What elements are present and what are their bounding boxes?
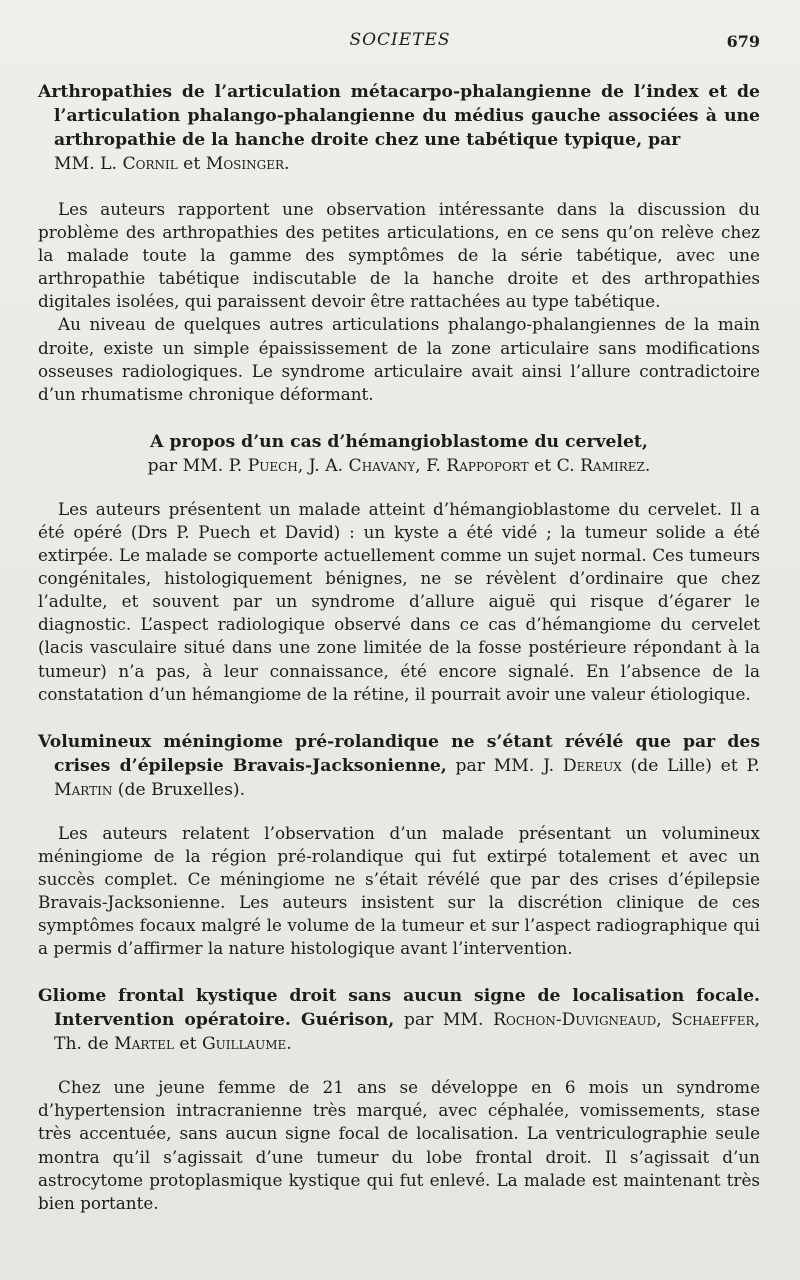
author-name: Ramirez	[580, 455, 645, 476]
page-content	[38, 80, 760, 1215]
article-1-authors: MM. L. Cornil et Mosinger.	[54, 154, 290, 174]
author-name: Rochon-Duvigneaud	[493, 1010, 657, 1031]
article-1	[38, 80, 760, 406]
running-head	[0, 30, 800, 54]
article-2	[38, 430, 760, 706]
author-name: Mosinger	[205, 154, 284, 174]
article-1-paragraph-1: Les auteurs rapportent une observation intéressante dans la discussion du problème des arthropathies des petites articulations, en ce sens qu’on relève chez la malade toute la gamme des symptômes de la série tabétique, avec une arthropathie tabétique indiscutable de la hanche droite et des arthropathies digitales isolées, qui paraissent devoir être rattachées au type tabétique.	[38, 199, 760, 312]
article-4	[38, 984, 760, 1215]
article-4-title: Gliome frontal kystique droit sans aucun signe de localisation focale. Intervention opératoire. Guérison, par MM. Rochon-Duvigneaud, Schaeffer, Th. de Martel et Guillaume.	[38, 986, 760, 1055]
article-4-paragraph-1: Chez une jeune femme de 21 ans se développe en 6 mois un syndrome d’hypertension intracranienne très marqué, avec céphalée, vomissements, stase très accentuée, sans aucun signe focal de localisation. La ventriculographie seule montra qu’il s’agissait d’une tumeur du lobe frontal droit. Il s’agissait d’un astrocytome protoplasmique kystique qui fut enlevé. La malade est maintenant très bien portante.	[38, 1077, 760, 1213]
article-4-authors: par MM. Rochon-Duvigneaud, Schaeffer, Th. de Martel et Guillaume.	[54, 1010, 760, 1055]
running-title: SOCIETES	[349, 30, 451, 50]
article-2-title: A propos d’un cas d’hémangioblastome du cervelet, par MM. P. Puech, J. A. Chavany, F. Rappoport et C. Ramirez.	[147, 431, 651, 476]
article-3-title: Volumineux méningiome pré-rolandique ne s’étant révélé que par des crises d’épilepsie Bravais-Jacksonienne, par MM. J. Dereux (de Lille) et P. Martin (de Bruxelles).	[38, 731, 761, 800]
author-name: Martel	[114, 1034, 174, 1055]
article-3-authors: par MM. J. Dereux (de Lille) et P. Martin (de Bruxelles).	[54, 755, 761, 800]
author-name: Rappoport	[446, 455, 529, 476]
article-1-title: Arthropathies de l’articulation métacarpo-phalangienne de l’index et de l’articulation phalango-phalangienne du médius gauche associées à une arthropathie de la hanche droite chez une tabétique typique, par MM. L. Cornil et Mosinger.	[38, 82, 760, 174]
author-name: Guillaume	[201, 1034, 287, 1055]
author-name: Dereux	[562, 755, 622, 776]
author-name: Puech	[247, 455, 298, 476]
article-2-paragraph-1: Les auteurs présentent un malade atteint d’hémangioblastome du cervelet. Il a été opéré (Drs P. Puech et David) : un kyste a été vidé ; la tumeur solide a été extirpée. Le malade se comporte actuellement comme un sujet normal. Ces tumeurs congénitales, histologiquement bénignes, ne se révèlent d’ordinaire que chez l’adulte, et souvent par un syndrome d’allure aiguë qui risque d’égarer le diagnostic. L’aspect radiologique observé dans ce cas d’hémangiome du cervelet (lacis vasculaire situé dans une zone limitée de la fosse postérieure répondant à la tumeur) n’a pas, à leur connaissance, été encore signalé. En l’absence de la constatation d’un hémangiome de la rétine, il pourrait avoir une valeur étiologique.	[38, 498, 760, 704]
article-3	[38, 730, 760, 961]
author-name: Cornil	[122, 154, 178, 174]
article-1-paragraph-2: Au niveau de quelques autres articulations phalango-phalangiennes de la main droite, existe un simple épaississement de la zone articulaire sans modifications osseuses radiologiques. Le syndrome articulaire avait ainsi l’allure contradictoire d’un rhumatisme chronique déformant.	[38, 314, 760, 404]
author-name: Schaeffer	[671, 1010, 755, 1031]
article-3-paragraph-1: Les auteurs relatent l’observation d’un malade présentant un volumineux méningiome de la région pré-rolandique qui fut extirpé totalement et avec un succès complet. Ce méningiome ne s’était révélé que par des crises d’épilepsie Bravais-Jacksonienne. Les auteurs insistent sur la discrétion clinique de ces symptômes focaux malgré le volume de la tumeur et sur l’aspect radiographique qui a permis d’affirmer la nature histologique avant l’intervention.	[38, 822, 760, 959]
article-2-authors: par MM. P. Puech, J. A. Chavany, F. Rappoport et C. Ramirez.	[147, 455, 651, 476]
author-name: Martin	[54, 779, 113, 800]
page-number: 679	[726, 32, 760, 51]
author-name: Chavany	[348, 455, 416, 476]
